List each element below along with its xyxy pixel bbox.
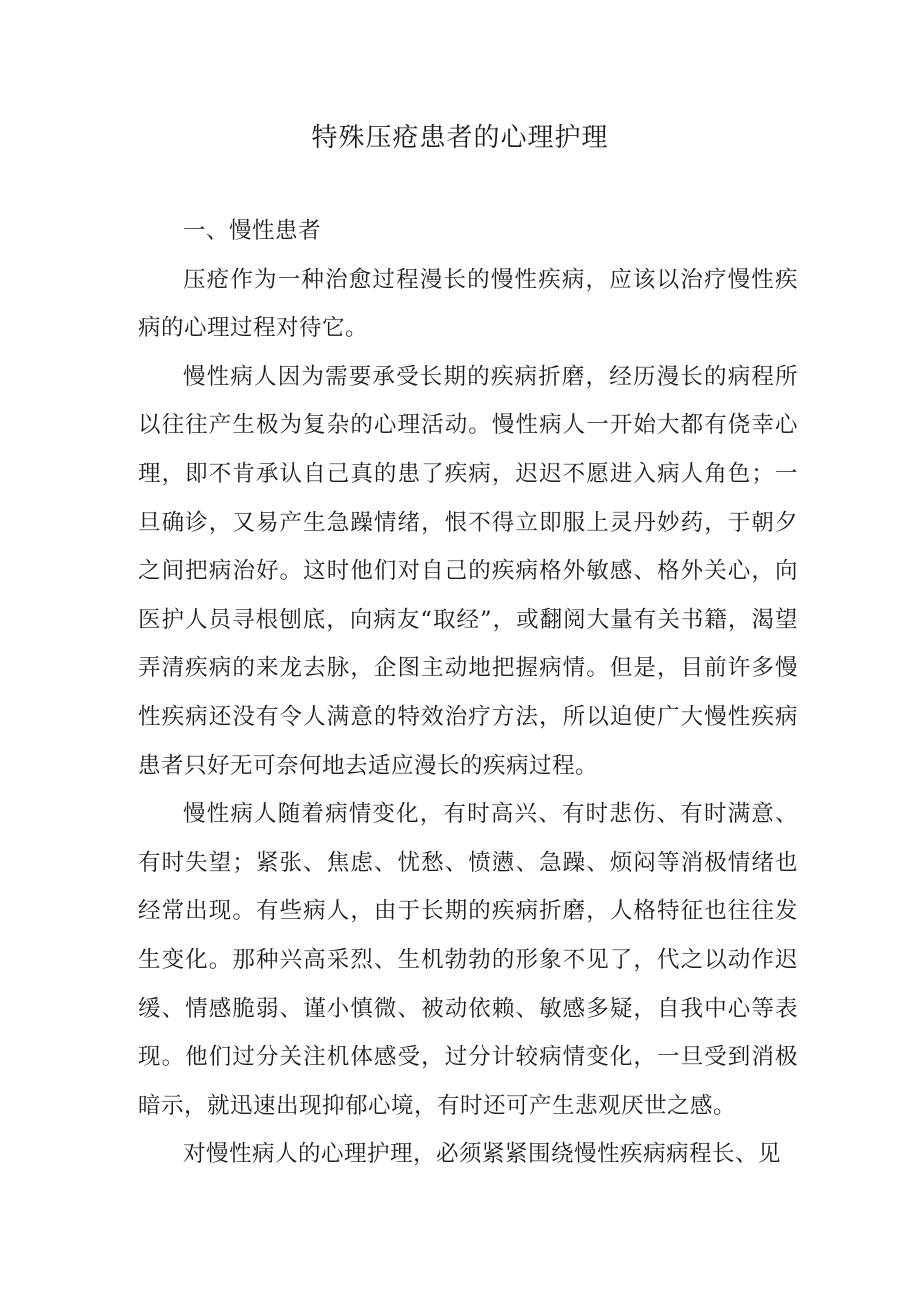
paragraph-1: 压疮作为一种治愈过程漫长的慢性疾病，应该以治疗慢性疾病的心理过程对待它。 bbox=[138, 266, 798, 342]
paragraph-4: 对慢性病人的心理护理，必须紧紧围绕慢性疾病病程长、见 bbox=[183, 1141, 782, 1168]
section-heading: 一、慢性患者 bbox=[183, 218, 322, 244]
paragraph-3: 慢性病人随着病情变化，有时高兴、有时悲伤、有时满意、有时失望；紧张、焦虑、忧愁、愤懑、急躁、烦闷等消极情绪也经常出现。有些病人，由于长期的疾病折磨，人格特征也往往发生变化。那种兴高采烈、生机勃勃的形象不见了，代之以动作迟缓、情感脆弱、谨小慎微、被动依赖、敏感多疑，自我中心等表现。他们过分关注机体感受，过分计较病情变化，一旦受到消极暗示，就迅速出现抑郁心境，有时还可产生悲观厌世之感。 bbox=[138, 801, 798, 1119]
document-title: 特殊压疮患者的心理护理 bbox=[311, 123, 609, 153]
paragraph-2: 慢性病人因为需要承受长期的疾病折磨，经历漫长的病程所以往往产生极为复杂的心理活动。慢性病人一开始大都有侥幸心理，即不肯承认自己真的患了疾病，迟迟不愿进入病人角色；一旦确诊，又易产生急躁情绪，恨不得立即服上灵丹妙药，于朝夕之间把病治好。这时他们对自己的疾病格外敏感、格外关心，向医护人员寻根刨底，向病友“取经”，或翻阅大量有关书籍，渴望弄清疾病的来龙去脉，企图主动地把握病情。但是，目前许多慢性疾病还没有令人满意的特效治疗方法，所以迫使广大慢性疾病患者只好无可奈何地去适应漫长的疾病过程。 bbox=[138, 363, 798, 779]
document-body bbox=[138, 207, 798, 1179]
